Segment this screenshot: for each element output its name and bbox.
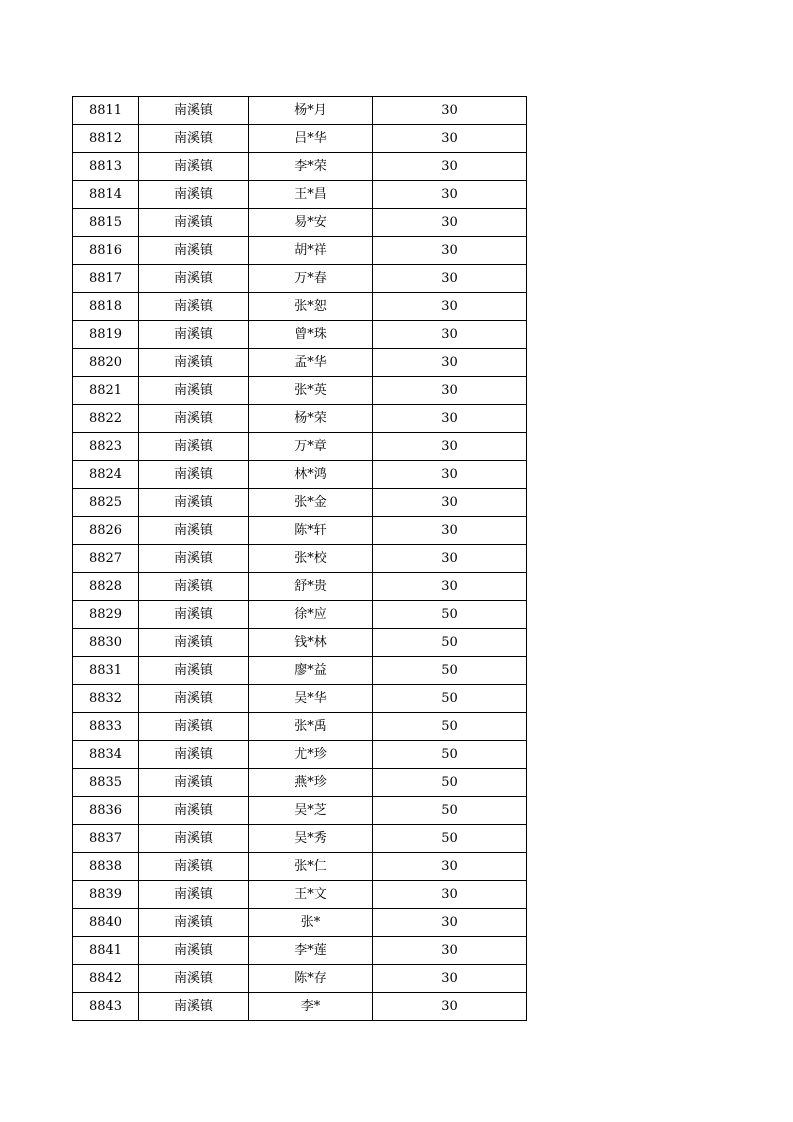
cell-serial-number: 8824	[73, 461, 139, 489]
cell-serial-number: 8831	[73, 657, 139, 685]
table-row	[73, 433, 527, 461]
cell-person-name: 王*文	[249, 881, 373, 909]
cell-amount: 50	[373, 769, 527, 797]
table-body	[73, 97, 527, 1021]
cell-town: 南溪镇	[139, 685, 249, 713]
cell-town: 南溪镇	[139, 937, 249, 965]
table-row	[73, 489, 527, 517]
table-row	[73, 797, 527, 825]
cell-amount: 30	[373, 489, 527, 517]
cell-amount: 30	[373, 965, 527, 993]
table-row	[73, 405, 527, 433]
cell-amount: 30	[373, 993, 527, 1021]
cell-person-name: 杨*月	[249, 97, 373, 125]
table-row	[73, 853, 527, 881]
table-row	[73, 545, 527, 573]
cell-serial-number: 8838	[73, 853, 139, 881]
table-row	[73, 601, 527, 629]
cell-serial-number: 8837	[73, 825, 139, 853]
cell-town: 南溪镇	[139, 321, 249, 349]
cell-serial-number: 8825	[73, 489, 139, 517]
table-row	[73, 209, 527, 237]
cell-person-name: 易*安	[249, 209, 373, 237]
cell-serial-number: 8812	[73, 125, 139, 153]
table-row	[73, 937, 527, 965]
table-row	[73, 993, 527, 1021]
cell-amount: 50	[373, 657, 527, 685]
table-row	[73, 125, 527, 153]
cell-amount: 30	[373, 209, 527, 237]
cell-amount: 30	[373, 265, 527, 293]
cell-serial-number: 8813	[73, 153, 139, 181]
cell-serial-number: 8816	[73, 237, 139, 265]
cell-amount: 30	[373, 461, 527, 489]
cell-town: 南溪镇	[139, 237, 249, 265]
table-row	[73, 321, 527, 349]
table-row	[73, 909, 527, 937]
cell-serial-number: 8818	[73, 293, 139, 321]
cell-person-name: 吴*秀	[249, 825, 373, 853]
cell-serial-number: 8842	[73, 965, 139, 993]
cell-town: 南溪镇	[139, 97, 249, 125]
cell-amount: 50	[373, 741, 527, 769]
table-row	[73, 153, 527, 181]
cell-person-name: 张*禹	[249, 713, 373, 741]
cell-amount: 50	[373, 601, 527, 629]
cell-person-name: 张*校	[249, 545, 373, 573]
data-table	[72, 96, 527, 1021]
cell-person-name: 孟*华	[249, 349, 373, 377]
cell-town: 南溪镇	[139, 881, 249, 909]
cell-amount: 30	[373, 573, 527, 601]
cell-serial-number: 8811	[73, 97, 139, 125]
cell-amount: 30	[373, 909, 527, 937]
cell-town: 南溪镇	[139, 293, 249, 321]
cell-town: 南溪镇	[139, 769, 249, 797]
cell-town: 南溪镇	[139, 993, 249, 1021]
table-row	[73, 965, 527, 993]
table-row	[73, 881, 527, 909]
cell-person-name: 张*英	[249, 377, 373, 405]
cell-town: 南溪镇	[139, 909, 249, 937]
cell-town: 南溪镇	[139, 573, 249, 601]
cell-person-name: 陈*轩	[249, 517, 373, 545]
cell-amount: 50	[373, 797, 527, 825]
table-row	[73, 181, 527, 209]
cell-town: 南溪镇	[139, 125, 249, 153]
cell-serial-number: 8832	[73, 685, 139, 713]
table-row	[73, 517, 527, 545]
cell-serial-number: 8829	[73, 601, 139, 629]
cell-person-name: 李*荣	[249, 153, 373, 181]
cell-person-name: 李*	[249, 993, 373, 1021]
cell-serial-number: 8839	[73, 881, 139, 909]
cell-serial-number: 8826	[73, 517, 139, 545]
cell-town: 南溪镇	[139, 601, 249, 629]
cell-town: 南溪镇	[139, 265, 249, 293]
cell-amount: 30	[373, 293, 527, 321]
cell-amount: 30	[373, 153, 527, 181]
table-row	[73, 293, 527, 321]
cell-serial-number: 8830	[73, 629, 139, 657]
cell-person-name: 徐*应	[249, 601, 373, 629]
cell-serial-number: 8814	[73, 181, 139, 209]
cell-person-name: 尤*珍	[249, 741, 373, 769]
cell-person-name: 李*莲	[249, 937, 373, 965]
table-row	[73, 573, 527, 601]
cell-town: 南溪镇	[139, 377, 249, 405]
cell-person-name: 张*恕	[249, 293, 373, 321]
cell-person-name: 胡*祥	[249, 237, 373, 265]
cell-amount: 50	[373, 629, 527, 657]
cell-person-name: 吴*芝	[249, 797, 373, 825]
cell-amount: 50	[373, 825, 527, 853]
cell-serial-number: 8817	[73, 265, 139, 293]
table-row	[73, 685, 527, 713]
cell-town: 南溪镇	[139, 713, 249, 741]
cell-person-name: 吕*华	[249, 125, 373, 153]
table-row	[73, 629, 527, 657]
cell-person-name: 王*昌	[249, 181, 373, 209]
cell-serial-number: 8841	[73, 937, 139, 965]
cell-town: 南溪镇	[139, 545, 249, 573]
cell-amount: 30	[373, 181, 527, 209]
cell-serial-number: 8836	[73, 797, 139, 825]
cell-town: 南溪镇	[139, 965, 249, 993]
cell-person-name: 杨*荣	[249, 405, 373, 433]
cell-person-name: 曾*珠	[249, 321, 373, 349]
cell-town: 南溪镇	[139, 517, 249, 545]
cell-amount: 30	[373, 881, 527, 909]
cell-serial-number: 8840	[73, 909, 139, 937]
cell-person-name: 陈*存	[249, 965, 373, 993]
table-row	[73, 713, 527, 741]
cell-town: 南溪镇	[139, 181, 249, 209]
table-row	[73, 461, 527, 489]
cell-person-name: 钱*林	[249, 629, 373, 657]
table-row	[73, 265, 527, 293]
cell-town: 南溪镇	[139, 461, 249, 489]
cell-amount: 50	[373, 713, 527, 741]
cell-serial-number: 8843	[73, 993, 139, 1021]
cell-amount: 30	[373, 321, 527, 349]
cell-town: 南溪镇	[139, 349, 249, 377]
cell-person-name: 张*仁	[249, 853, 373, 881]
table-row	[73, 349, 527, 377]
table-row	[73, 237, 527, 265]
cell-amount: 30	[373, 97, 527, 125]
cell-town: 南溪镇	[139, 433, 249, 461]
cell-person-name: 张*	[249, 909, 373, 937]
cell-town: 南溪镇	[139, 797, 249, 825]
cell-person-name: 舒*贵	[249, 573, 373, 601]
cell-amount: 30	[373, 349, 527, 377]
cell-amount: 30	[373, 377, 527, 405]
cell-town: 南溪镇	[139, 853, 249, 881]
cell-person-name: 吴*华	[249, 685, 373, 713]
cell-serial-number: 8815	[73, 209, 139, 237]
cell-person-name: 燕*珍	[249, 769, 373, 797]
cell-serial-number: 8827	[73, 545, 139, 573]
cell-amount: 30	[373, 125, 527, 153]
cell-person-name: 林*鸿	[249, 461, 373, 489]
table-row	[73, 657, 527, 685]
cell-town: 南溪镇	[139, 153, 249, 181]
cell-serial-number: 8833	[73, 713, 139, 741]
table-row	[73, 741, 527, 769]
cell-town: 南溪镇	[139, 825, 249, 853]
table-row	[73, 825, 527, 853]
cell-serial-number: 8820	[73, 349, 139, 377]
cell-amount: 30	[373, 937, 527, 965]
cell-person-name: 万*章	[249, 433, 373, 461]
cell-town: 南溪镇	[139, 629, 249, 657]
table-row	[73, 97, 527, 125]
cell-serial-number: 8834	[73, 741, 139, 769]
cell-town: 南溪镇	[139, 405, 249, 433]
cell-person-name: 廖*益	[249, 657, 373, 685]
cell-town: 南溪镇	[139, 657, 249, 685]
cell-amount: 30	[373, 433, 527, 461]
cell-town: 南溪镇	[139, 741, 249, 769]
cell-serial-number: 8822	[73, 405, 139, 433]
cell-serial-number: 8819	[73, 321, 139, 349]
cell-town: 南溪镇	[139, 209, 249, 237]
cell-serial-number: 8835	[73, 769, 139, 797]
cell-amount: 30	[373, 237, 527, 265]
cell-serial-number: 8821	[73, 377, 139, 405]
cell-person-name: 张*金	[249, 489, 373, 517]
table-row	[73, 377, 527, 405]
cell-serial-number: 8823	[73, 433, 139, 461]
cell-amount: 50	[373, 685, 527, 713]
cell-serial-number: 8828	[73, 573, 139, 601]
cell-person-name: 万*春	[249, 265, 373, 293]
cell-town: 南溪镇	[139, 489, 249, 517]
cell-amount: 30	[373, 517, 527, 545]
cell-amount: 30	[373, 545, 527, 573]
cell-amount: 30	[373, 405, 527, 433]
table-row	[73, 769, 527, 797]
cell-amount: 30	[373, 853, 527, 881]
